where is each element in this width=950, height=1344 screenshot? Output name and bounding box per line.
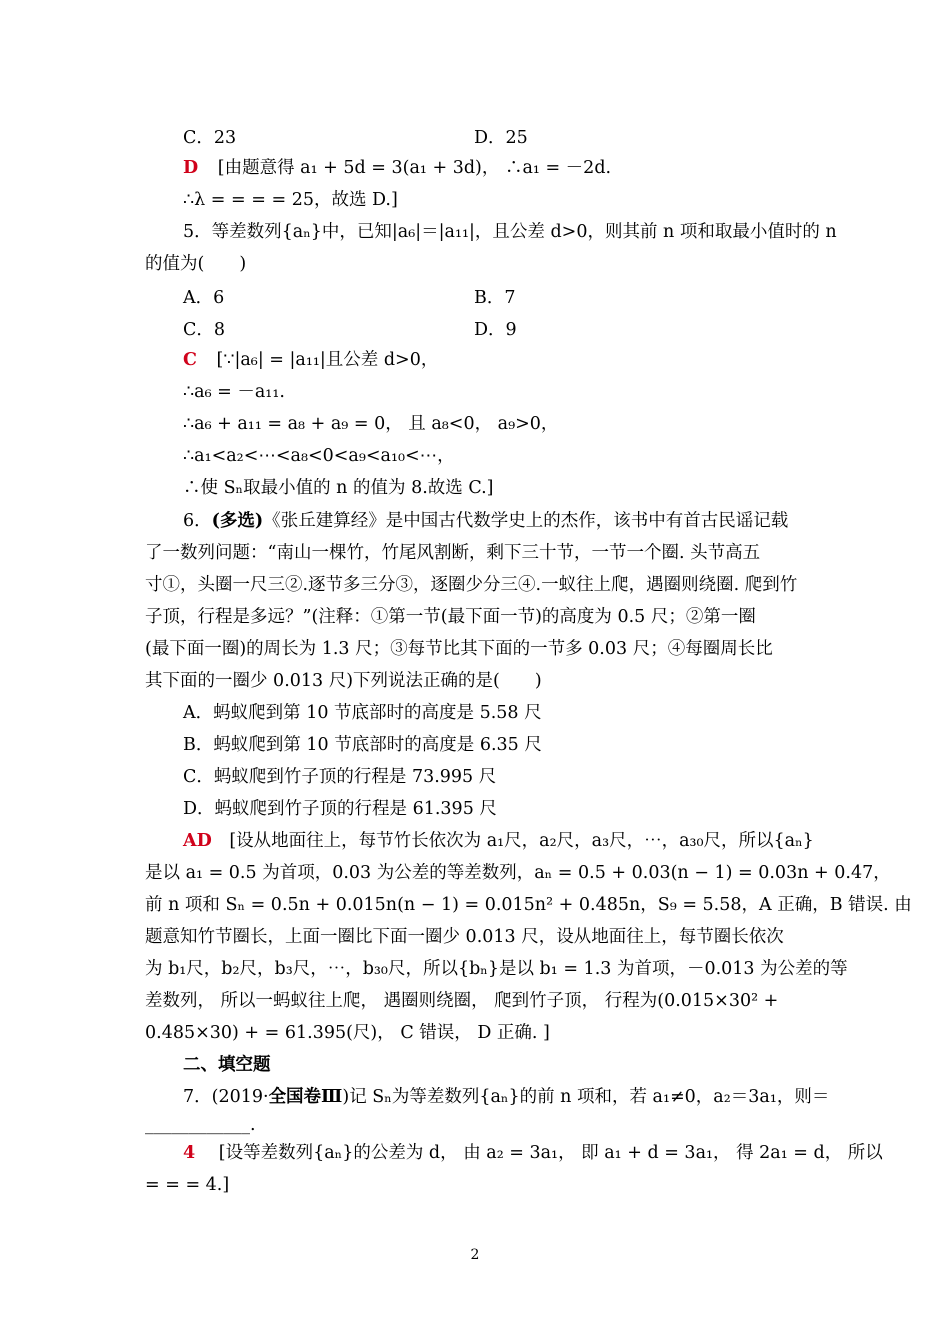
q6-solution-line-6: 差数列， 所以一蚂蚁往上爬， 遇圈则绕圈， 爬到竹子顶， 行程为(0.015×30² + (145, 991, 779, 1011)
q6-solution-line-4: 题意知竹节圈长，上面一圈比下面一圈少 0.013 尺，设从地面往上，每节圈长依次 (145, 927, 784, 947)
q6-stem-line-2: 了一数列问题：“南山一棵竹，竹尾风割断，剩下三十节，一节一个圈. 头节高五 (145, 543, 761, 563)
q5-choice-b: B．7 (474, 288, 516, 308)
q6-tag: (多选) (211, 511, 264, 531)
q5-solution-line-5: ∴使 Sₙ取最小值的 n 的值为 8.故选 C.] (183, 478, 494, 498)
q7-blank: ____________. (145, 1115, 256, 1135)
q6-choice-a: A．蚂蚁爬到第 10 节底部时的高度是 5.58 尺 (183, 703, 542, 723)
q6-answer: AD (183, 831, 212, 851)
q4-choice-d: D．25 (474, 128, 528, 148)
q4-solution-line-2: ∴λ = = = = 25，故选 D.] (183, 190, 398, 210)
section-heading: 二、填空题 (183, 1055, 271, 1075)
q6-choice-c: C．蚂蚁爬到竹子顶的行程是 73.995 尺 (183, 767, 497, 787)
q5-solution-line-2: ∴a₆ = －a₁₁. (183, 382, 285, 402)
q7-stem-line-1: 7．(2019·全国卷Ⅲ)记 Sₙ为等差数列{aₙ}的前 n 项和，若 a₁≠0，a₂＝3a₁，则＝ (183, 1087, 830, 1107)
q5-solution-line-1: C [∵|a₆| = |a₁₁|且公差 d>0， (183, 350, 439, 370)
q5-choice-c: C．8 (183, 320, 226, 340)
q7-solution-line-1: 4 [设等差数列{aₙ}的公差为 d， 由 a₂ = 3a₁， 即 a₁ + d = 3a₁， 得 2a₁ = d， 所以 (183, 1143, 883, 1163)
q5-solution-line-4: ∴a₁<a₂<⋯<a₈<0<a₉<a₁₀<⋯， (183, 446, 455, 466)
q4-answer: D (183, 158, 199, 178)
q4-choice-c: C．23 (183, 128, 237, 148)
q6-choice-d: D．蚂蚁爬到竹子顶的行程是 61.395 尺 (183, 799, 497, 819)
q5-stem-line-2: 的值为( ) (145, 254, 247, 274)
q6-solution-line-3: 前 n 项和 Sₙ = 0.5n + 0.015n(n − 1) = 0.015n² + 0.485n，S₉ = 5.58，A 正确，B 错误. 由 (145, 895, 912, 915)
q6-stem-line-5: (最下面一圈)的周长为 1.3 尺；③每节比其下面的一节多 0.03 尺；④每圈周长比 (145, 639, 773, 659)
q6-stem-line-3: 寸①，头圈一尺三②.逐节多三分③，逐圈少分三④.一蚁往上爬，遇圈则绕圈. 爬到竹 (145, 575, 798, 595)
q4-solution-line-1: D [由题意得 a₁ + 5d = 3(a₁ + 3d)， ∴a₁ = －2d. (183, 158, 612, 178)
q5-stem-line-1: 5．等差数列{aₙ}中，已知|a₆|＝|a₁₁|，且公差 d>0，则其前 n 项和取最小值时的 n (183, 222, 837, 242)
q7-tag: 全国卷Ⅲ (268, 1087, 343, 1107)
q7-answer: 4 (183, 1143, 196, 1163)
q6-stem-line-1: 6．(多选)《张丘建算经》是中国古代数学史上的杰作，该书中有首古民谣记载 (183, 511, 789, 531)
q5-solution-line-3: ∴a₆ + a₁₁ = a₈ + a₉ = 0， 且 a₈<0， a₉>0， (183, 414, 559, 434)
q5-choice-d: D．9 (474, 320, 517, 340)
q6-stem-line-6: 其下面的一圈少 0.013 尺)下列说法正确的是( ) (145, 671, 542, 691)
q5-choice-a: A．6 (183, 288, 225, 308)
q6-solution-line-5: 为 b₁尺，b₂尺，b₃尺，⋯，b₃₀尺，所以{bₙ}是以 b₁ = 1.3 为首项，－0.013 为公差的等 (145, 959, 848, 979)
q6-stem-line-4: 子顶，行程是多远？”(注释：①第一节(最下面一节)的高度为 0.5 尺；②第一圈 (145, 607, 756, 627)
q6-solution-line-2: 是以 a₁ = 0.5 为首项，0.03 为公差的等差数列，aₙ = 0.5 + 0.03(n − 1) = 0.03n + 0.47， (145, 863, 891, 883)
page-number: 2 (470, 1247, 480, 1263)
q5-answer: C (183, 350, 197, 370)
q7-solution-line-2: = = = 4.] (145, 1175, 230, 1195)
q6-choice-b: B．蚂蚁爬到第 10 节底部时的高度是 6.35 尺 (183, 735, 542, 755)
q6-solution-line-7: 0.485×30) + = 61.395(尺)， C 错误， D 正确. ] (145, 1023, 550, 1043)
q6-solution-line-1: AD [设从地面往上，每节竹长依次为 a₁尺，a₂尺，a₃尺，⋯，a₃₀尺，所以{aₙ} (183, 831, 814, 851)
